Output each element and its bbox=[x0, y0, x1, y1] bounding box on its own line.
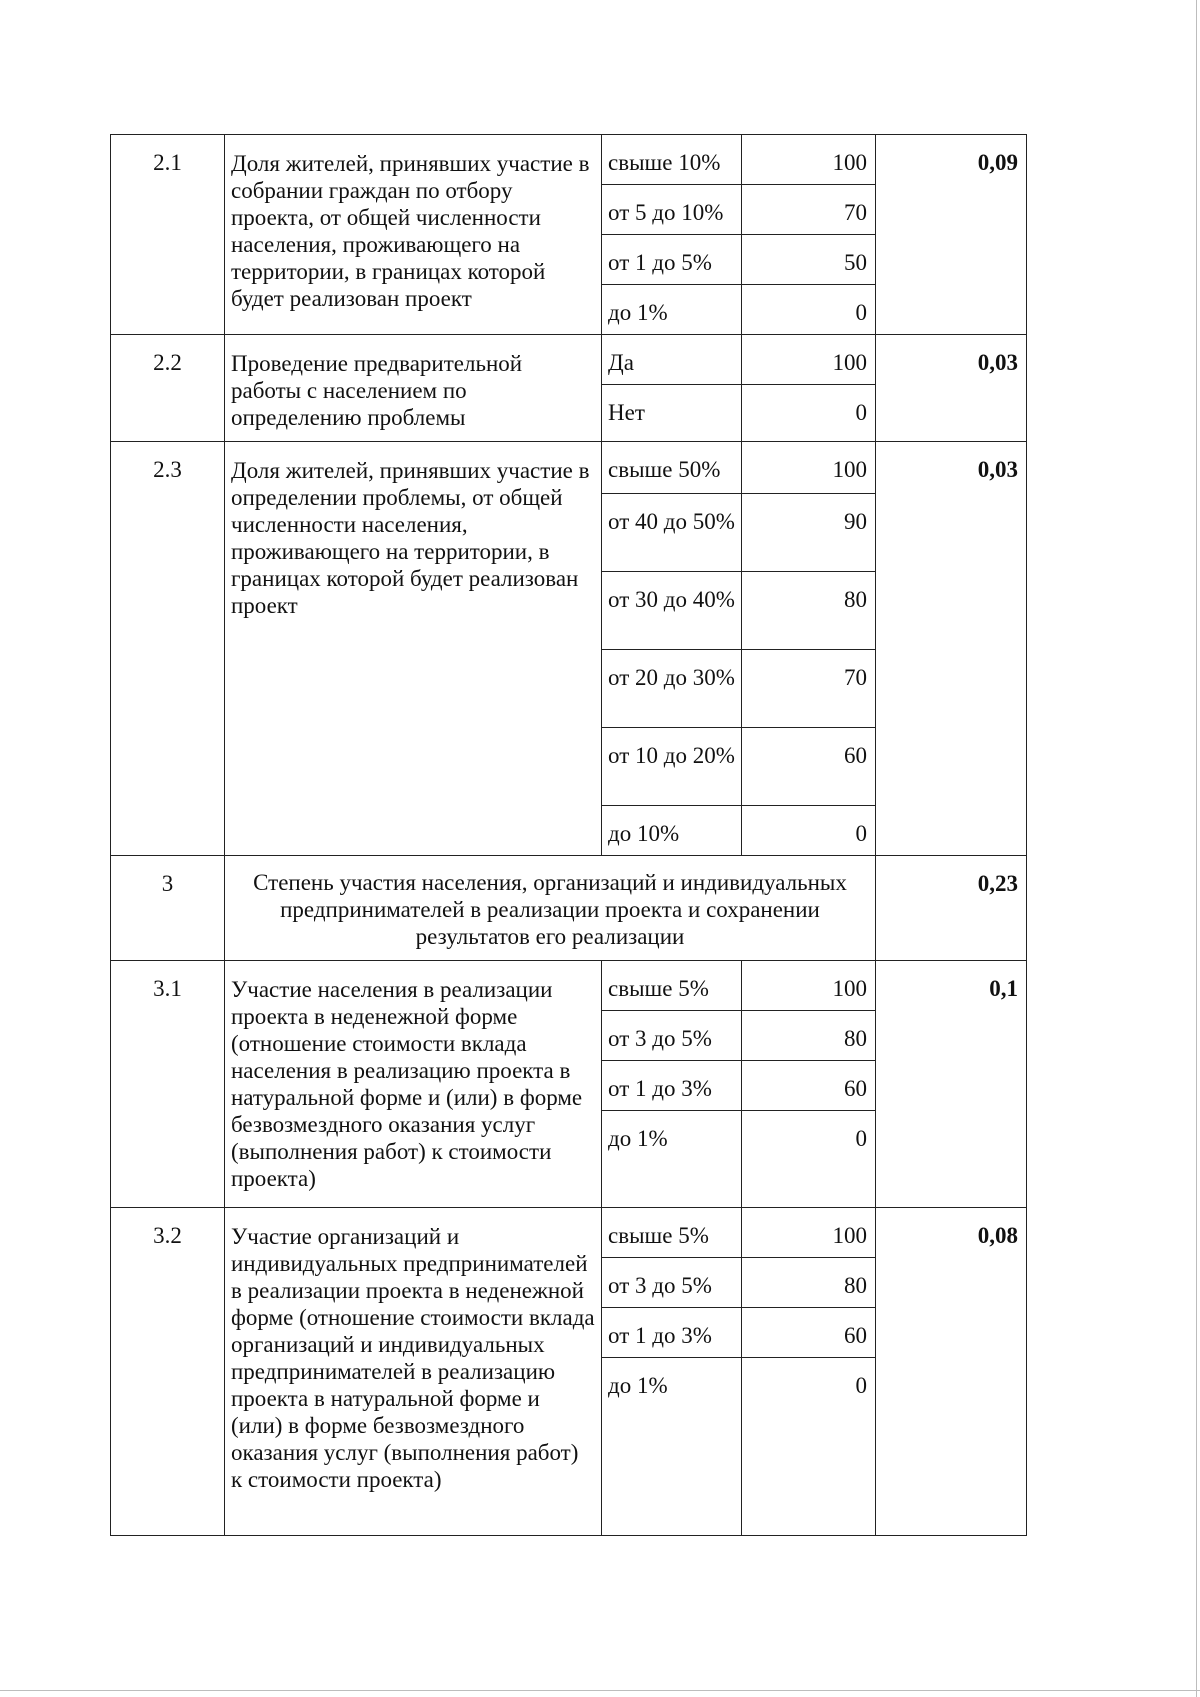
section-row bbox=[111, 856, 1027, 961]
option-label: от 3 до 5% bbox=[602, 1011, 742, 1061]
option-points: 100 bbox=[742, 135, 876, 185]
table-row bbox=[111, 135, 1027, 185]
option-label: от 1 до 3% bbox=[602, 1308, 742, 1358]
criterion-text: Проведение предварительной работы с населением по определению проблемы bbox=[225, 335, 602, 442]
option-points: 80 bbox=[742, 1258, 876, 1308]
option-label: от 10 до 20% bbox=[602, 728, 742, 806]
section-text: Степень участия населения, организаций и индивидуальных предпринимателей в реализации проекта и сохранении результатов его реализации bbox=[225, 856, 876, 961]
criterion-weight: 0,08 bbox=[876, 1208, 1027, 1536]
option-label: от 1 до 3% bbox=[602, 1061, 742, 1111]
criterion-weight: 0,03 bbox=[876, 335, 1027, 442]
criteria-table bbox=[110, 134, 1027, 1536]
option-points: 60 bbox=[742, 728, 876, 806]
section-weight: 0,23 bbox=[876, 856, 1027, 961]
option-points: 60 bbox=[742, 1061, 876, 1111]
option-label: Нет bbox=[602, 385, 742, 442]
option-points: 80 bbox=[742, 572, 876, 650]
table-row bbox=[111, 442, 1027, 494]
criterion-weight: 0,03 bbox=[876, 442, 1027, 856]
option-points: 0 bbox=[742, 1111, 876, 1208]
option-label: до 1% bbox=[602, 285, 742, 335]
option-label: от 30 до 40% bbox=[602, 572, 742, 650]
option-label: от 20 до 30% bbox=[602, 650, 742, 728]
option-points: 80 bbox=[742, 1011, 876, 1061]
option-points: 60 bbox=[742, 1308, 876, 1358]
option-label: до 10% bbox=[602, 806, 742, 856]
table-row bbox=[111, 335, 1027, 385]
criterion-text: Доля жителей, принявших участие в собрании граждан по отбору проекта, от общей численности населения, проживающего на территории, в границах которой будет реализован проект bbox=[225, 135, 602, 335]
option-label: от 40 до 50% bbox=[602, 494, 742, 572]
option-points: 100 bbox=[742, 335, 876, 385]
table-row bbox=[111, 961, 1027, 1011]
criterion-weight: 0,09 bbox=[876, 135, 1027, 335]
section-code: 3 bbox=[111, 856, 225, 961]
option-label: свыше 5% bbox=[602, 961, 742, 1011]
option-points: 0 bbox=[742, 385, 876, 442]
option-points: 100 bbox=[742, 961, 876, 1011]
option-points: 100 bbox=[742, 1208, 876, 1258]
scan-edge-right bbox=[1196, 0, 1197, 1697]
criterion-text: Участие населения в реализации проекта в неденежной форме (отношение стоимости вклада населения в реализацию проекта в натуральной форме и (или) в форме безвозмездного оказания услуг (выполнения работ) к стоимости проекта) bbox=[225, 961, 602, 1208]
option-label: от 3 до 5% bbox=[602, 1258, 742, 1308]
option-points: 70 bbox=[742, 185, 876, 235]
option-label: Да bbox=[602, 335, 742, 385]
option-points: 0 bbox=[742, 285, 876, 335]
option-label: от 1 до 5% bbox=[602, 235, 742, 285]
option-points: 100 bbox=[742, 442, 876, 494]
criterion-weight: 0,1 bbox=[876, 961, 1027, 1208]
criterion-text: Доля жителей, принявших участие в определении проблемы, от общей численности населения, проживающего на территории, в границах которой будет реализован проект bbox=[225, 442, 602, 856]
criterion-code: 3.2 bbox=[111, 1208, 225, 1536]
criterion-code: 2.2 bbox=[111, 335, 225, 442]
option-points: 90 bbox=[742, 494, 876, 572]
option-points: 0 bbox=[742, 806, 876, 856]
table-row bbox=[111, 1208, 1027, 1258]
scan-edge-bottom bbox=[0, 1690, 1200, 1691]
option-label: до 1% bbox=[602, 1111, 742, 1208]
criterion-code: 2.3 bbox=[111, 442, 225, 856]
option-label: до 1% bbox=[602, 1358, 742, 1536]
option-points: 70 bbox=[742, 650, 876, 728]
option-label: свыше 50% bbox=[602, 442, 742, 494]
option-points: 50 bbox=[742, 235, 876, 285]
criterion-text: Участие организаций и индивидуальных предпринимателей в реализации проекта в неденежной форме (отношение стоимости вклада организаций и индивидуальных предпринимателей в реализацию проекта в натуральной форме и (или) в форме безвозмездного оказания услуг (выполнения работ) к стоимости проекта) bbox=[225, 1208, 602, 1536]
criterion-code: 3.1 bbox=[111, 961, 225, 1208]
option-label: от 5 до 10% bbox=[602, 185, 742, 235]
option-label: свыше 5% bbox=[602, 1208, 742, 1258]
criterion-code: 2.1 bbox=[111, 135, 225, 335]
option-points: 0 bbox=[742, 1358, 876, 1536]
option-label: свыше 10% bbox=[602, 135, 742, 185]
